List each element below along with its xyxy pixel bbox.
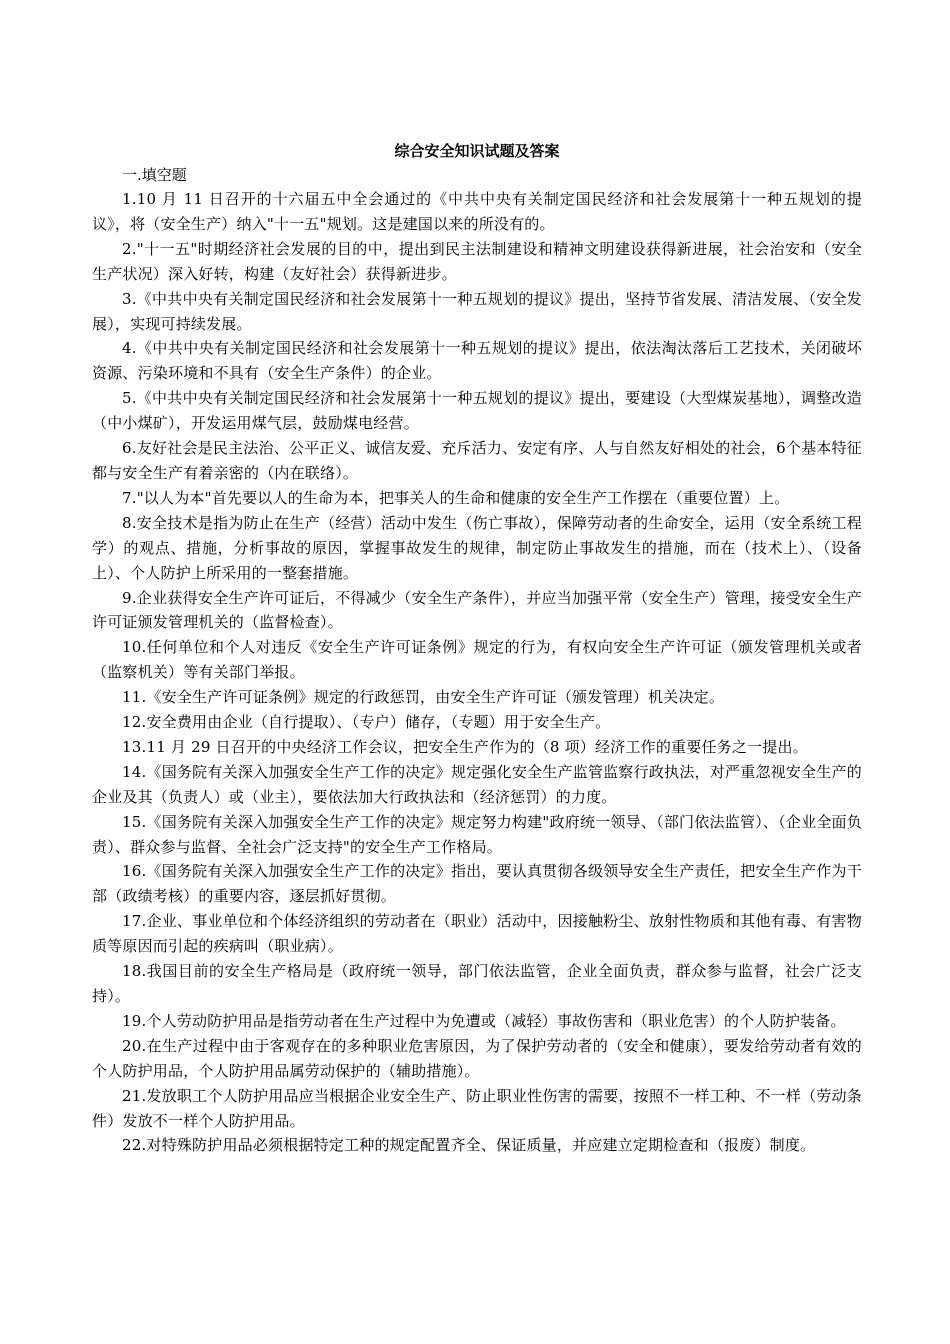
question-item-5: 5.《中共中央有关制定国民经济和社会发展第十一种五规划的提议》提出，要建设（大型煤炭基地），调整改造（中小煤矿），开发运用煤气层，鼓励煤电经营。 — [92, 389, 862, 433]
question-item-8: 8.安全技术是指为防止在生产（经营）活动中发生（伤亡事故），保障劳动者的生命安全，运用（安全系统工程学）的观点、措施，分析事故的原因，掌握事故发生的规律，制定防止事故发生的措施，而在（技术上）、（设备上）、个人防护上所采用的一整套措施。 — [92, 513, 862, 582]
question-item-3: 3.《中共中央有关制定国民经济和社会发展第十一种五规划的提议》提出，坚持节省发展、清洁发展、（安全发展），实现可持续发展。 — [92, 289, 862, 333]
question-item-21: 21.发放职工个人防护用品应当根据企业安全生产、防止职业性伤害的需要，按照不一样工种、不一样（劳动条件）发放不一样个人防护用品。 — [92, 1086, 862, 1130]
question-item-17: 17.企业、事业单位和个体经济组织的劳动者在（职业）活动中，因接触粉尘、放射性物质和其他有毒、有害物质等原因而引起的疾病叫（职业病）。 — [92, 912, 862, 956]
question-item-10: 10.任何单位和个人对违反《安全生产许可证条例》规定的行为，有权向安全生产许可证（颁发管理机关或者（监察机关）等有关部门举报。 — [92, 638, 862, 682]
question-item-2: 2."十一五"时期经济社会发展的目的中，提出到民主法制建设和精神文明建设获得新进展，社会治安和（安全生产状况）深入好转，构建（友好社会）获得新进步。 — [92, 239, 862, 283]
question-item-20: 20.在生产过程中由于客观存在的多种职业危害原因，为了保护劳动者的（安全和健康），要发给劳动者有效的个人防护用品，个人防护用品属劳动保护的（辅助措施）。 — [92, 1036, 862, 1080]
question-item-15: 15.《国务院有关深入加强安全生产工作的决定》规定努力构建"政府统一领导、（部门依法监管）、（企业全面负责）、群众参与监督、全社会广泛支持"的安全生产工作格局。 — [92, 812, 862, 856]
question-item-1: 1.10 月 11 日召开的十六届五中全会通过的《中共中央有关制定国民经济和社会发展第十一种五规划的提议》，将（安全生产）纳入"十一五"规划。这是建国以来的所没有的。 — [92, 190, 862, 233]
question-item-14: 14.《国务院有关深入加强安全生产工作的决定》规定强化安全生产监管监察行政执法，对严重忽视安全生产的企业及其（负责人）或（业主），要依法加大行政执法和（经济惩罚）的力度。 — [92, 762, 862, 806]
question-item-7: 7."以人为本"首先要以人的生命为本，把事关人的生命和健康的安全生产工作摆在（重要位置）上。 — [122, 488, 790, 507]
question-item-6: 6.友好社会是民主法治、公平正义、诚信友爱、充斥活力、安定有序、人与自然友好相处的社会，6个基本特征都与安全生产有着亲密的（内在联络）。 — [92, 439, 862, 482]
section-heading: 一.填空题 — [122, 166, 187, 184]
question-item-9: 9.企业获得安全生产许可证后，不得减少（安全生产条件），并应当加强平常（安全生产）管理，接受安全生产许可证颁发管理机关的（监督检查）。 — [92, 588, 862, 632]
question-item-19: 19.个人劳动防护用品是指劳动者在生产过程中为免遭或（减轻）事故伤害和（职业危害）的个人防护装备。 — [122, 1011, 846, 1030]
question-item-11: 11.《安全生产许可证条例》规定的行政惩罚，由安全生产许可证（颁发管理）机关决定。 — [122, 688, 725, 707]
question-item-22: 22.对特殊防护用品必须根据特定工种的规定配置齐全、保证质量，并应建立定期检查和（报废）制度。 — [122, 1136, 816, 1155]
question-item-13: 13.11 月 29 日召开的中央经济工作会议，把安全生产作为的（8 项）经济工作的重要任务之一提出。 — [122, 737, 808, 756]
question-item-16: 16.《国务院有关深入加强安全生产工作的决定》指出，要认真贯彻各级领导安全生产责任，把安全生产作为干部（政绩考核）的重要内容，逐层抓好贯彻。 — [92, 862, 862, 906]
document-title: 综合安全知识试题及答案 — [394, 142, 560, 160]
question-item-4: 4.《中共中央有关制定国民经济和社会发展第十一种五规划的提议》提出，依法淘汰落后工艺技术，关闭破坏资源、污染环境和不具有（安全生产条件）的企业。 — [92, 339, 862, 383]
question-item-18: 18.我国目前的安全生产格局是（政府统一领导，部门依法监管，企业全面负责，群众参与监督，社会广泛支持）。 — [92, 962, 862, 1005]
question-item-12: 12.安全费用由企业（自行提取）、（专户）储存，（专题）用于安全生产。 — [122, 713, 611, 732]
document-body — [92, 140, 862, 1158]
